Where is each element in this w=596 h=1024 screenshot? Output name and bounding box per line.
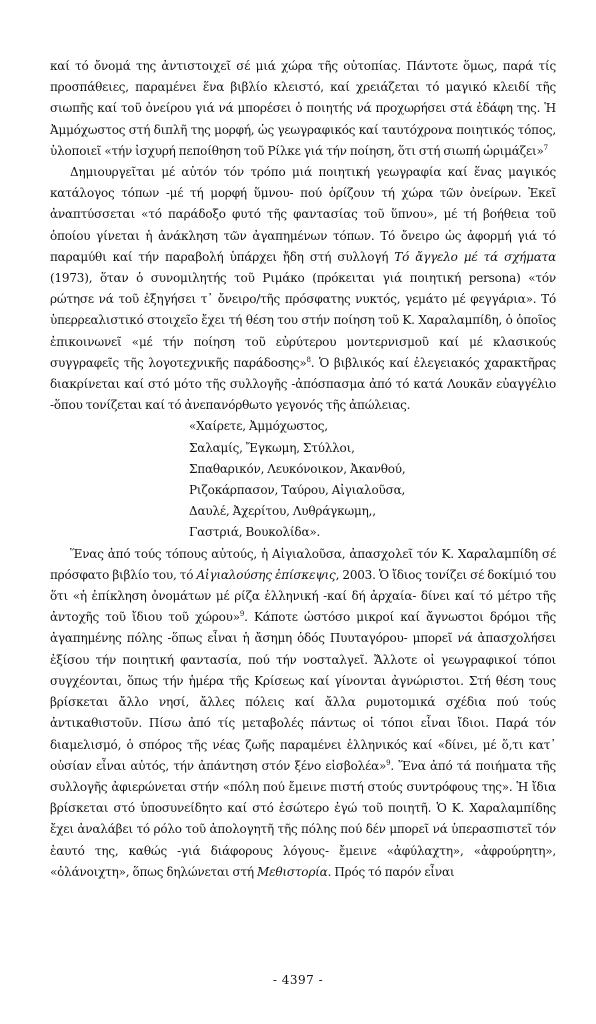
poem-line: Σπαθαρικόν, Λευκόνοικον, Ἀκανθού, [189,461,406,476]
paragraph-2-text-c: . Ὁ βιβλικός καί ἐλεγειακός χαρακτῆρας διακρίνεται καί στό μότο τῆς συλλογῆς -ἀπόσπασμα ἀπό τό κατά Λουκᾶν εὐαγγέλιο -ὅπου τονίζεται καί τό ἀνεπανόρθωτο γεγονός τῆς ἀπώλειας. [50,355,557,413]
poem-line: Δαυλέ, Ἀχερίτου, Λυθράγκωμη,, [189,504,376,519]
poem-quote [50,416,556,543]
poem-line: Σαλαμίς, Ἔγκωμη, Στύλλοι, [189,440,355,455]
poem-line: Ριζοκάρπασον, Ταύρου, Αἰγιαλοῦσα, [189,483,406,498]
paragraph-2-text-b: (1973), ὅταν ὁ συνομιλητής τοῦ Ριμάκο (πρόκειται γιά ποιητική persona) «τόν ρώτησε νά τοῦ ἐξηγήσει τ᾽ ὄνειρο/τῆς πρόσφατης νυκτός, γεμάτο μέ φεγγάρια». Τό ὑπερρεαλιστικό στοιχεῖο ἔχει τή θέση του στήν ποίηση τοῦ Κ. Χαραλαμπίδη, ὁ ὁποῖος ἐπικοινωνεῖ «μέ τήν ποίηση τοῦ εὐρύτερου μοντερνισμοῦ καί μέ κλασικούς συγγραφεῖς τῆς λογοτεχνικῆς παράδοσης» [50,271,556,370]
paragraph-3-text-e: Πρός τό παρόν εἶναι [331,864,455,879]
paragraph-3-text-c: . Κάποτε ὡστόσο μικροί καί ἄγνωστοι δρόμοι τῆς ἀγαπημένης πόλης -ὅπως εἶναι ἡ ἄσημη ὁδός Πυυταγόρου- μπορεῖ νά ἀπασχολήσει ἐξίσου τήν ποιητική φαντασία, πού τήν νοσταλγεῖ. Ἄλλοτε οἱ γεωγραφικοί τόποι συγχέονται, ὅπως τήν ἡμέρα τῆς Κρίσεως καί γίνονται ἀγνώριστοι. Στή θέση τους βρίσκεται ἄλλο νησί, ἄλλες πόλεις καί ἄλλα ρυμοτομικά σχέδια πού τούς ἀντικαθιστοῦν. Πίσω ἀπό τίς μεταβολές πάντως οἱ τόποι εἶναι ἴδιοι. Παρά τόν διαμελισμό, ὁ σπόρος τῆς νέας ζωῆς παραμένει ἑλληνικός καί «δίνει, μέ ὅ,τι κατ᾽ οὐσίαν εἶναι αὐτός, τήν ἀπάντηση στόν ξένο εἰσβολέα» [50,610,556,773]
paragraph-2-text-a: Δημιουργεῖται μέ αὐτόν τόν τρόπο μιά ποιητική γεωγραφία καί ἕνας μαγικός κατάλογος τόπων -μέ τή μορφή ὕμνου- πού ὁρίζουν τή χώρα τῶν ὀνείρων. Ἐκεῖ ἀναπτύσσεται «τό παράδοξο φυτό τῆς φαντασίας τοῦ ὕπνου», μέ τή βοήθεια τοῦ ὁποίου γίνεται ἡ ἀνάκληση τῶν ἀγαπημένων τόπων. Τό ὄνειρο ὡς ἀφορμή γιά τό παραμύθι καί τήν παραβολή ὑπάρχει ἤδη στή συλλογή [50,165,556,264]
footnote-ref-7: 7 [543,143,548,152]
page-number: - 4397 - [272,973,324,987]
book-title: Τό ἄγγελο μέ τά σχήματα [394,249,556,264]
paragraph-2 [50,162,556,416]
footnote-ref-9: 9 [239,610,245,619]
paragraph-1 [50,56,556,162]
paragraph-3-text-a: Ἕνας ἀπό τούς τόπους αὐτούς, ἡ Αἰγιαλοῦσα, ἀπασχολεῖ τόν Κ. Χαραλαμπίδη σέ πρόσφατο βιβλίο του, τό [50,546,556,582]
poem-line: Γαστριά, Βουκολίδα». [189,525,321,540]
poem-line: «Χαίρετε, Ἀμμόχωστος, [189,419,328,434]
footnote-ref-9b: 9 [386,758,391,767]
body-text [50,56,556,883]
paragraph-1-text: καί τό ὄνομά της ἀντιστοιχεῖ σέ μιά χώρα τῆς οὐτοπίας. Πάντοτε ὅμως, παρά τίς προσπάθειες, παραμένει ἕνα βιβλίο κλειστό, καί χρειάζεται τό μαγικό κλειδί τῆς σιωπῆς καί τοῦ ὀνείρου γιά νά μπορέσει ὁ ποιητής νά προχωρήσει στά ἐδάφη της. Ἡ Ἀμμόχωστος στή διπλῆ της μορφή, ὡς γεωγραφικός καί ταυτόχρονα ποιητικός τόπος, ὑλοποιεῖ «τήν ἰσχυρή πεποίθηση τοῦ Ρίλκε γιά τήν ποίηση, ὅτι στή σιωπή ὡριμάζει» [50,59,556,158]
book-title: Μεθιστορία. [257,864,332,879]
paragraph-3-text-d: . Ἕνα ἀπό τά ποιήματα τῆς συλλογῆς ἀφιερώνεται στήν «πόλη πού ἔμεινε πιστή στούς συντρόφους της». Ἡ ἴδια βρίσκεται στό ὑποσυνείδητο καί στό ἐσώτερο ἐγώ τοῦ ποιητῆ. Ὁ Κ. Χαραλαμπίδης ἔχει ἀναλάβει τό ρόλο τοῦ ἀπολογητῆ τῆς πόλης πού δέν μπορεῖ νά ὑπερασπιστεῖ τόν ἑαυτό της, καθώς -γιά διάφορους λόγους- ἔμεινε «ἀφύλαχτη», «ἀφρούρητη», «ὀλάνοιχτη», ὅπως δηλώνεται στή [50,758,557,879]
book-title: Αἰγιαλούσης ἐπίσκεψις [196,567,336,582]
paragraph-3 [50,544,556,883]
paragraph-3-text-b: , 2003. Ὁ ἴδιος τονίζει σέ δοκίμιό του ὅτι «ἡ ἐπίκληση ὀνομάτων μέ ρίζα ἑλληνική -καί δή ἀρχαία- δίνει καί τό μέτρο τῆς ἀντοχῆς τοῦ ἴδιου τοῦ χώρου» [50,567,556,625]
footnote-ref-8: 8 [306,355,311,364]
